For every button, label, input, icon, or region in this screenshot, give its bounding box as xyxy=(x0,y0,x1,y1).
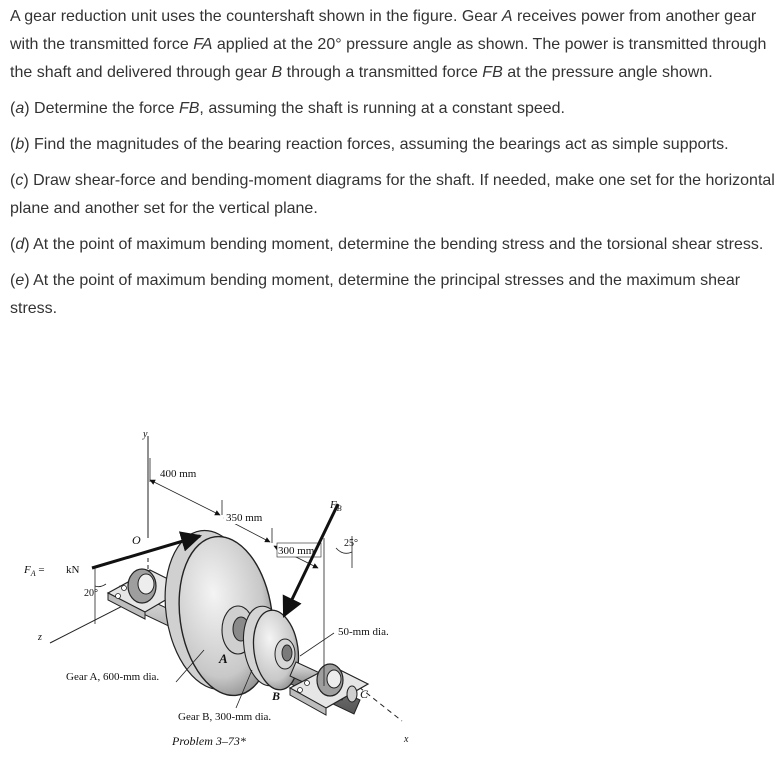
part-e xyxy=(10,267,775,323)
z-axis-label: z xyxy=(38,632,42,643)
force-fb-arrow xyxy=(284,504,338,616)
countershaft-figure xyxy=(0,418,779,767)
fb-symbol xyxy=(329,499,342,513)
part-d-letter: d xyxy=(15,236,25,253)
fb-angle-label: 25° xyxy=(344,538,358,549)
dim-2-label: 350 mm xyxy=(226,512,263,524)
part-b-text: Find the magnitudes of the bearing reaction forces, assuming the bearings act as simple supports. xyxy=(34,136,729,153)
force-fb-ref: FB xyxy=(482,64,503,81)
shaft-dia-leader xyxy=(300,633,334,656)
part-b-close: ) xyxy=(24,136,35,153)
fa-symbol xyxy=(23,564,45,578)
gear-a-caption: Gear A, 600-mm dia. xyxy=(66,671,160,683)
origin-label: O xyxy=(132,533,141,547)
part-a-open: ( xyxy=(10,100,16,117)
part-d-close: ) xyxy=(24,236,34,253)
part-a-text-end: , assuming the shaft is running at a constant speed. xyxy=(199,100,565,117)
part-a-text: Determine the force xyxy=(34,100,179,117)
bolt-hole-2 xyxy=(122,586,127,591)
bearing-left-bore xyxy=(138,574,154,594)
gear-a-ref: A xyxy=(501,8,513,25)
bolt-hole-3 xyxy=(298,688,303,693)
intro-text-1: A gear reduction unit uses the countershaft shown in the figure. Gear xyxy=(10,8,502,25)
part-e-close: ) xyxy=(24,272,34,289)
part-a-fb: FB xyxy=(178,100,200,117)
part-c-text: Draw shear-force and bending-moment diagrams for the shaft. If needed, make one set for the horizontal plane and another set for the vertical plane. xyxy=(10,172,775,217)
part-b xyxy=(10,131,775,159)
dim-1-label: 400 mm xyxy=(160,468,197,480)
part-e-text: At the point of maximum bending moment, determine the principal stresses and the maximum shear stress. xyxy=(10,272,741,317)
dim-3-label: 300 mm xyxy=(278,545,315,557)
gear-b-hub-bore xyxy=(282,645,292,661)
fb-symbol-sub: B xyxy=(336,504,342,513)
part-d xyxy=(10,231,775,259)
problem-statement xyxy=(10,3,775,331)
problem-number: Problem 3–73* xyxy=(172,734,246,748)
x-axis-label: x xyxy=(404,734,409,745)
intro-text-5: at the pressure angle shown. xyxy=(502,64,713,81)
fa-angle-arc xyxy=(95,584,106,587)
part-a-letter: a xyxy=(15,100,25,117)
part-e-open: ( xyxy=(10,272,16,289)
bolt-hole-4 xyxy=(305,681,310,686)
gear-b-caption: Gear B, 300-mm dia. xyxy=(178,711,272,723)
fa-symbol-eq: = xyxy=(35,564,45,576)
shaft-diameter-callout xyxy=(300,626,389,656)
part-d-open: ( xyxy=(10,236,16,253)
fa-symbol-letter: F xyxy=(24,564,31,576)
part-a-close: ) xyxy=(24,100,35,117)
intro-text-2: receives power from another gear with the transmitted force xyxy=(10,8,757,53)
fa-unit: kN xyxy=(66,564,80,576)
part-d-text: At the point of maximum bending moment, determine the bending stress and the torsional shear stress. xyxy=(33,236,764,253)
gear-b-ref: B xyxy=(271,64,283,81)
problem-intro xyxy=(10,3,775,87)
part-a xyxy=(10,95,775,123)
gear-b-letter: B xyxy=(272,689,281,703)
bearing-right-bore xyxy=(327,670,341,688)
shaft-end xyxy=(347,686,357,702)
force-fa-ref: FA xyxy=(193,36,213,53)
part-c-open: ( xyxy=(10,172,16,189)
part-c-close: ) xyxy=(23,172,34,189)
fb-symbol-letter: F xyxy=(330,499,337,511)
gear-a-letter: A xyxy=(219,651,228,666)
dim-arrow-1 xyxy=(150,480,220,515)
point-c-label: C xyxy=(360,687,369,701)
part-b-open: ( xyxy=(10,136,16,153)
part-c xyxy=(10,167,775,223)
bolt-hole-1 xyxy=(116,594,121,599)
part-e-letter: e xyxy=(15,272,25,289)
intro-text-4: through a transmitted force xyxy=(282,64,483,81)
part-b-letter: b xyxy=(15,136,25,153)
fa-symbol-sub: A xyxy=(30,569,36,578)
intro-text-3: applied at the 20° pressure angle as shown. The power is transmitted through the shaft and delivered through gear xyxy=(10,36,767,81)
y-axis-label: y xyxy=(143,429,148,440)
shaft-dia-label: 50-mm dia. xyxy=(338,626,389,638)
fa-angle-label: 20° xyxy=(84,588,98,599)
part-c-letter: c xyxy=(15,172,24,189)
